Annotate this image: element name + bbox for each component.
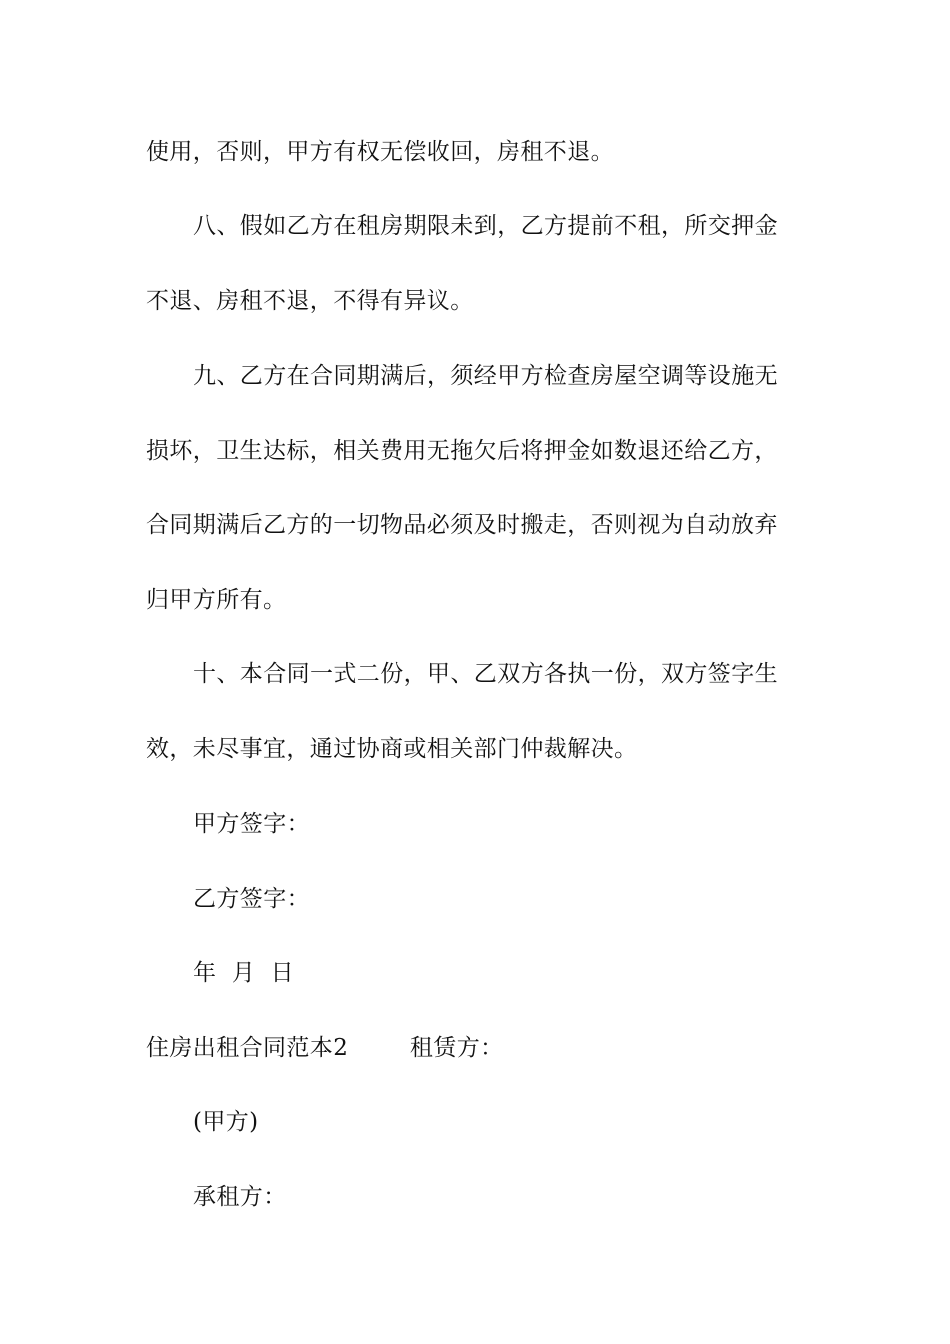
- clause-9-line-1: 九、乙方在合同期满后，须经甲方检查房屋空调等设施无: [193, 363, 778, 389]
- party-b-signature-label: 乙方签字：: [193, 886, 310, 912]
- clause-10-line-1: 十、本合同一式二份，甲、乙双方各执一份，双方签字生: [193, 661, 778, 687]
- clause-9-line-2: 损坏，卫生达标，相关费用无拖欠后将押金如数退还给乙方，: [146, 438, 778, 464]
- clause-10-line-2: 效，未尽事宜，通过协商或相关部门仲裁解决。: [146, 736, 638, 762]
- clause-9-line-4: 归甲方所有。: [146, 587, 287, 613]
- lessee-label: 承租方：: [193, 1184, 287, 1210]
- paragraph-7-end-line: 使用，否则，甲方有权无偿收回，房租不退。: [146, 139, 614, 165]
- date-line: 年 月 日: [193, 960, 295, 986]
- clause-8-line-1: 八、假如乙方在租房期限未到，乙方提前不租，所交押金: [193, 213, 778, 239]
- clause-9-line-3: 合同期满后乙方的一切物品必须及时搬走，否则视为自动放弃: [146, 512, 778, 538]
- contract-2-title-line: 住房出租合同范本2 租赁方：: [146, 1035, 504, 1061]
- party-a-signature-label: 甲方签字：: [193, 811, 310, 837]
- clause-8-line-2: 不退、房租不退，不得有异议。: [146, 288, 474, 314]
- party-a-label: (甲方): [193, 1109, 259, 1135]
